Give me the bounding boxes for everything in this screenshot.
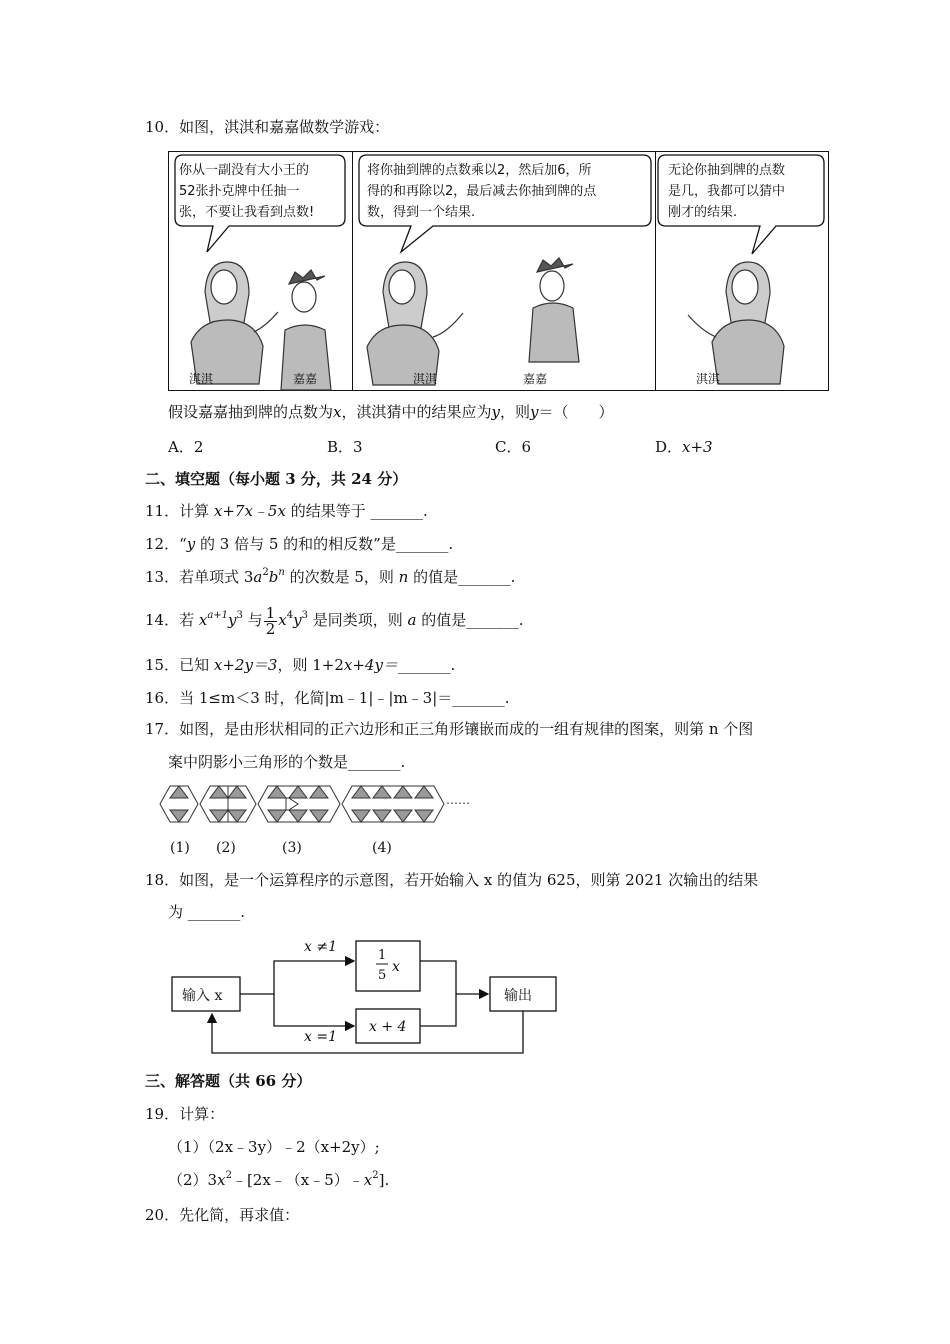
flow-cond-bottom: x =1 bbox=[304, 1029, 337, 1045]
flow-cond-top: x ≠1 bbox=[304, 939, 337, 955]
q10-var-y2: y bbox=[530, 403, 539, 421]
name-jiajia-1: 嘉嘉 bbox=[293, 372, 318, 386]
q10-option-d: D．x+3 bbox=[655, 438, 713, 456]
comic-panel-2 bbox=[353, 152, 656, 390]
q17-line2: 案中阴影小三角形的个数是_______. bbox=[168, 753, 406, 771]
girl-figure-1 bbox=[191, 262, 278, 384]
speech-text-3: 无论你抽到牌的点数 是几，我都可以猜中 刚才的结果. bbox=[668, 163, 786, 220]
q18-line2: 为 _______. bbox=[168, 903, 246, 921]
q10-question-pre: 假设嘉嘉抽到牌的点数为 bbox=[168, 403, 334, 421]
q18-line1: 18．如图，是一个运算程序的示意图，若开始输入 x 的值为 625，则第 2021 次输出的结果 bbox=[145, 871, 759, 889]
q10-question-mid: ，淇淇猜中的结果应为 bbox=[341, 403, 492, 421]
q16: 16．当 1≤m＜3 时，化简|m﹣1|﹣|m﹣3|＝_______. bbox=[145, 689, 510, 707]
flow-bottom-box-label: x + 4 bbox=[369, 1019, 407, 1035]
q17-label-1: (1) bbox=[170, 840, 190, 856]
q10-var-x: x bbox=[333, 403, 342, 421]
q13: 13．若单项式 $3a^2b^n$ 的次数是 5，则 n 的值是_______. bbox=[145, 567, 516, 586]
girl-figure-3 bbox=[688, 262, 784, 384]
flow-frac-den: 5 bbox=[378, 968, 387, 983]
q10-option-b: B．3 bbox=[327, 438, 363, 456]
q10-comic bbox=[168, 151, 829, 391]
girl-figure-2 bbox=[367, 262, 463, 385]
section3-title: 三、解答题（共 66 分） bbox=[145, 1072, 312, 1090]
q10-stem-line bbox=[145, 117, 389, 137]
q19-part1: （1）（2x﹣3y）﹣2（x+2y）; bbox=[168, 1138, 380, 1156]
q19-stem: 19．计算： bbox=[145, 1105, 225, 1123]
name-qiqi-1: 淇淇 bbox=[189, 372, 214, 386]
q10-stem: 如图，淇淇和嘉嘉做数学游戏： bbox=[179, 118, 390, 136]
q10-question-post: ，则 bbox=[499, 403, 530, 421]
q20-stem: 20．先化简，再求值： bbox=[145, 1206, 300, 1224]
name-qiqi-2: 淇淇 bbox=[413, 372, 438, 386]
name-qiqi-3: 淇淇 bbox=[696, 372, 721, 386]
section2-title: 二、填空题（每小题 3 分，共 24 分） bbox=[145, 470, 408, 488]
q17-ellipsis: …… bbox=[446, 793, 470, 807]
boy-figure-2 bbox=[529, 258, 579, 362]
q15: 15．已知 x+2y＝3，则 1+2x+4y＝_______. bbox=[145, 656, 456, 674]
q12: 12．“y 的 3 倍与 5 的和的相反数”是_______. bbox=[145, 535, 454, 553]
comic-panel-3 bbox=[656, 152, 830, 390]
q17-pattern-figure bbox=[160, 780, 480, 860]
speech-text-2: 将你抽到牌的点数乘以2，然后加6，所 得的和再除以2，最后减去你抽到牌的点 数，得到一个结果. bbox=[367, 163, 597, 220]
q11: 11．计算 x+7x﹣5x 的结果等于 _______. bbox=[145, 502, 428, 520]
q14-fraction: $\frac{1}{2}$ bbox=[265, 603, 276, 638]
flow-frac-num: 1 bbox=[378, 948, 387, 963]
flow-output-label: 输出 bbox=[504, 988, 532, 1004]
name-jiajia-2: 嘉嘉 bbox=[523, 372, 548, 386]
speech-text-1: 你从一副没有大小王的 52张扑克牌中任抽一 张，不要让我看到点数! bbox=[179, 163, 315, 220]
q17-label-3: (3) bbox=[282, 840, 302, 856]
flow-top-box bbox=[356, 941, 420, 991]
q18-flowchart bbox=[168, 935, 568, 1060]
flow-frac-var: x bbox=[392, 959, 400, 975]
comic-panel-1 bbox=[169, 152, 353, 390]
q10-question bbox=[168, 402, 614, 422]
q17-label-4: (4) bbox=[372, 840, 392, 856]
q17-line1: 17．如图，是由形状相同的正六边形和正三角形镶嵌而成的一组有规律的图案，则第 n 个图 bbox=[145, 720, 754, 738]
q10-question-end: ＝（ ） bbox=[538, 403, 614, 421]
flow-input-label: 输入 x bbox=[182, 988, 223, 1004]
q14: 14．若 $x^{a+1}y^3$ 与 $\frac{1}{2}$ $x^4y^3$ 是同类项，则 a 的值是_______. bbox=[145, 603, 524, 638]
q10-var-y: y bbox=[491, 403, 500, 421]
q10-option-a: A．2 bbox=[168, 438, 204, 456]
q19-part2: $(2)3x^2﹣[2x﹣(x﹣5)﹣x^2]$. bbox=[168, 1170, 390, 1189]
q17-label-2: (2) bbox=[216, 840, 236, 856]
q10-option-c: C．6 bbox=[495, 438, 532, 456]
q10-number: 10． bbox=[145, 118, 180, 136]
